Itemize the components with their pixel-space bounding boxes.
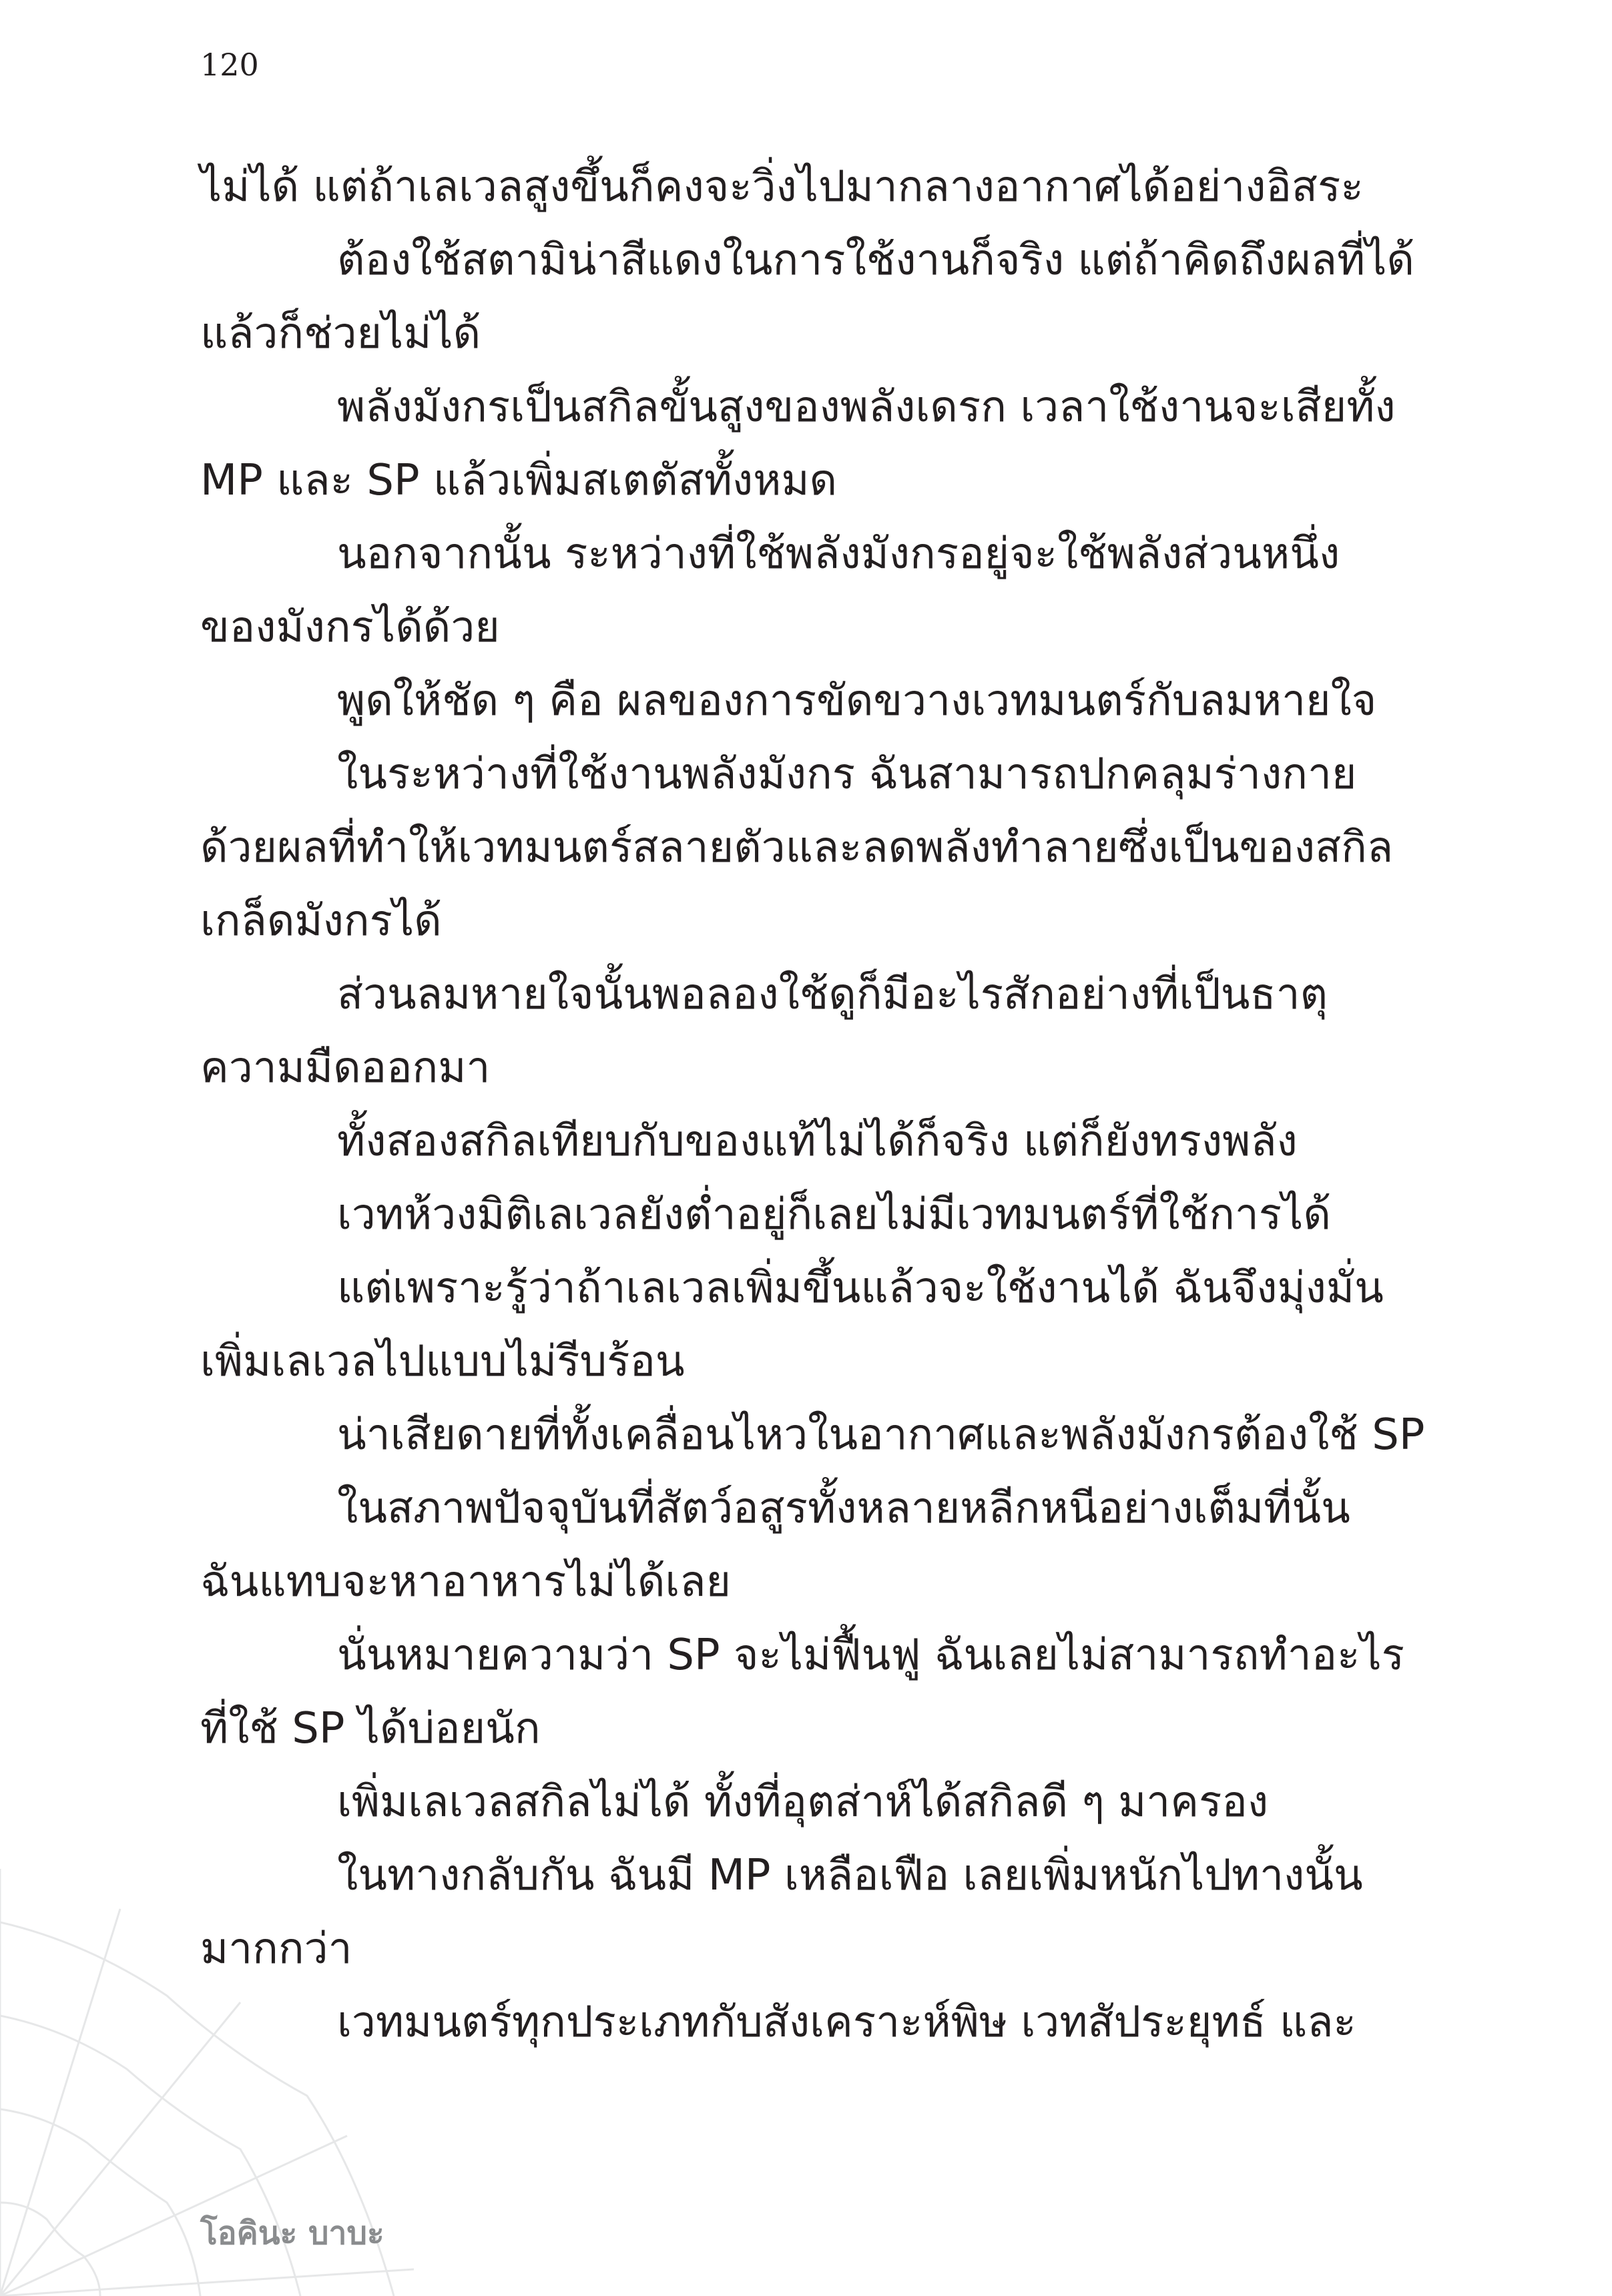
footer-author: โอคินะ บาบะ bbox=[200, 2215, 384, 2252]
text-line: ความมืดออกมา bbox=[200, 1043, 491, 1093]
text-line: ต้องใช้สตามิน่าสีแดงในการใช้งานก็จริง แต่ถ้าคิดถึงผลที่ได้ bbox=[337, 236, 1414, 285]
text-line: ในระหว่างที่ใช้งานพลังมังกร ฉันสามารถปกคลุมร่างกาย bbox=[337, 750, 1357, 799]
text-line: เกล็ดมังกรได้ bbox=[200, 896, 442, 946]
text-line: แต่เพราะรู้ว่าถ้าเลเวลเพิ่มขึ้นแล้วจะใช้งานได้ ฉันจึงมุ่งมั่น bbox=[337, 1263, 1384, 1313]
text-line: ทั้งสองสกิลเทียบกับของแท้ไม่ได้ก็จริง แต่ก็ยังทรงพลัง bbox=[337, 1117, 1298, 1166]
text-line: เพิ่มเลเวลไปแบบไม่รีบร้อน bbox=[200, 1337, 685, 1386]
text-line: MP และ SP แล้วเพิ่มสเตตัสทั้งหมด bbox=[200, 456, 838, 505]
text-line: เวทมนตร์ทุกประเภทกับสังเคราะห์พิษ เวทสัประยุทธ์ และ bbox=[337, 1998, 1356, 2047]
text-line: พลังมังกรเป็นสกิลขั้นสูงของพลังเดรก เวลาใช้งานจะเสียทั้ง bbox=[337, 382, 1396, 432]
text-line: พูดให้ชัด ๆ คือ ผลของการขัดขวางเวทมนตร์กับลมหายใจ bbox=[337, 676, 1377, 726]
text-line: ของมังกรได้ด้วย bbox=[200, 603, 500, 652]
body-text bbox=[200, 150, 1425, 2059]
text-line: นั่นหมายความว่า SP จะไม่ฟื้นฟู ฉันเลยไม่สามารถทำอะไร bbox=[337, 1631, 1404, 1680]
text-line: มากกว่า bbox=[200, 1924, 352, 1974]
text-line: ด้วยผลที่ทำให้เวทมนตร์สลายตัวและลดพลังทำลายซึ่งเป็นของสกิล bbox=[200, 823, 1394, 872]
text-line: เพิ่มเลเวลสกิลไม่ได้ ทั้งที่อุตส่าห์ได้สกิลดี ๆ มาครอง bbox=[337, 1777, 1269, 1827]
text-line: เวทห้วงมิติเลเวลยังต่ำอยู่ก็เลยไม่มีเวทมนตร์ที่ใช้การได้ bbox=[337, 1190, 1331, 1239]
text-line: ในสภาพปัจจุบันที่สัตว์อสูรทั้งหลายหลีกหนีอย่างเต็มที่นั้น bbox=[337, 1484, 1350, 1533]
text-line: ที่ใช้ SP ได้บ่อยนัก bbox=[200, 1704, 541, 1753]
text-line: น่าเสียดายที่ทั้งเคลื่อนไหวในอากาศและพลังมังกรต้องใช้ SP bbox=[337, 1410, 1425, 1460]
text-line: ส่วนลมหายใจนั้นพอลองใช้ดูก็มีอะไรสักอย่างที่เป็นธาตุ bbox=[337, 970, 1328, 1019]
text-line: แล้วก็ช่วยไม่ได้ bbox=[200, 309, 481, 358]
text-line: ฉันแทบจะหาอาหารไม่ได้เลย bbox=[200, 1557, 731, 1607]
page-number: 120 bbox=[200, 47, 259, 83]
text-line: ในทางกลับกัน ฉันมี MP เหลือเฟือ เลยเพิ่มหนักไปทางนั้น bbox=[337, 1851, 1363, 1900]
text-line: นอกจากนั้น ระหว่างที่ใช้พลังมังกรอยู่จะใช้พลังส่วนหนึ่ง bbox=[337, 529, 1340, 579]
text-line: ไม่ได้ แต่ถ้าเลเวลสูงขึ้นก็คงจะวิ่งไปมากลางอากาศได้อย่างอิสระ bbox=[200, 162, 1364, 212]
